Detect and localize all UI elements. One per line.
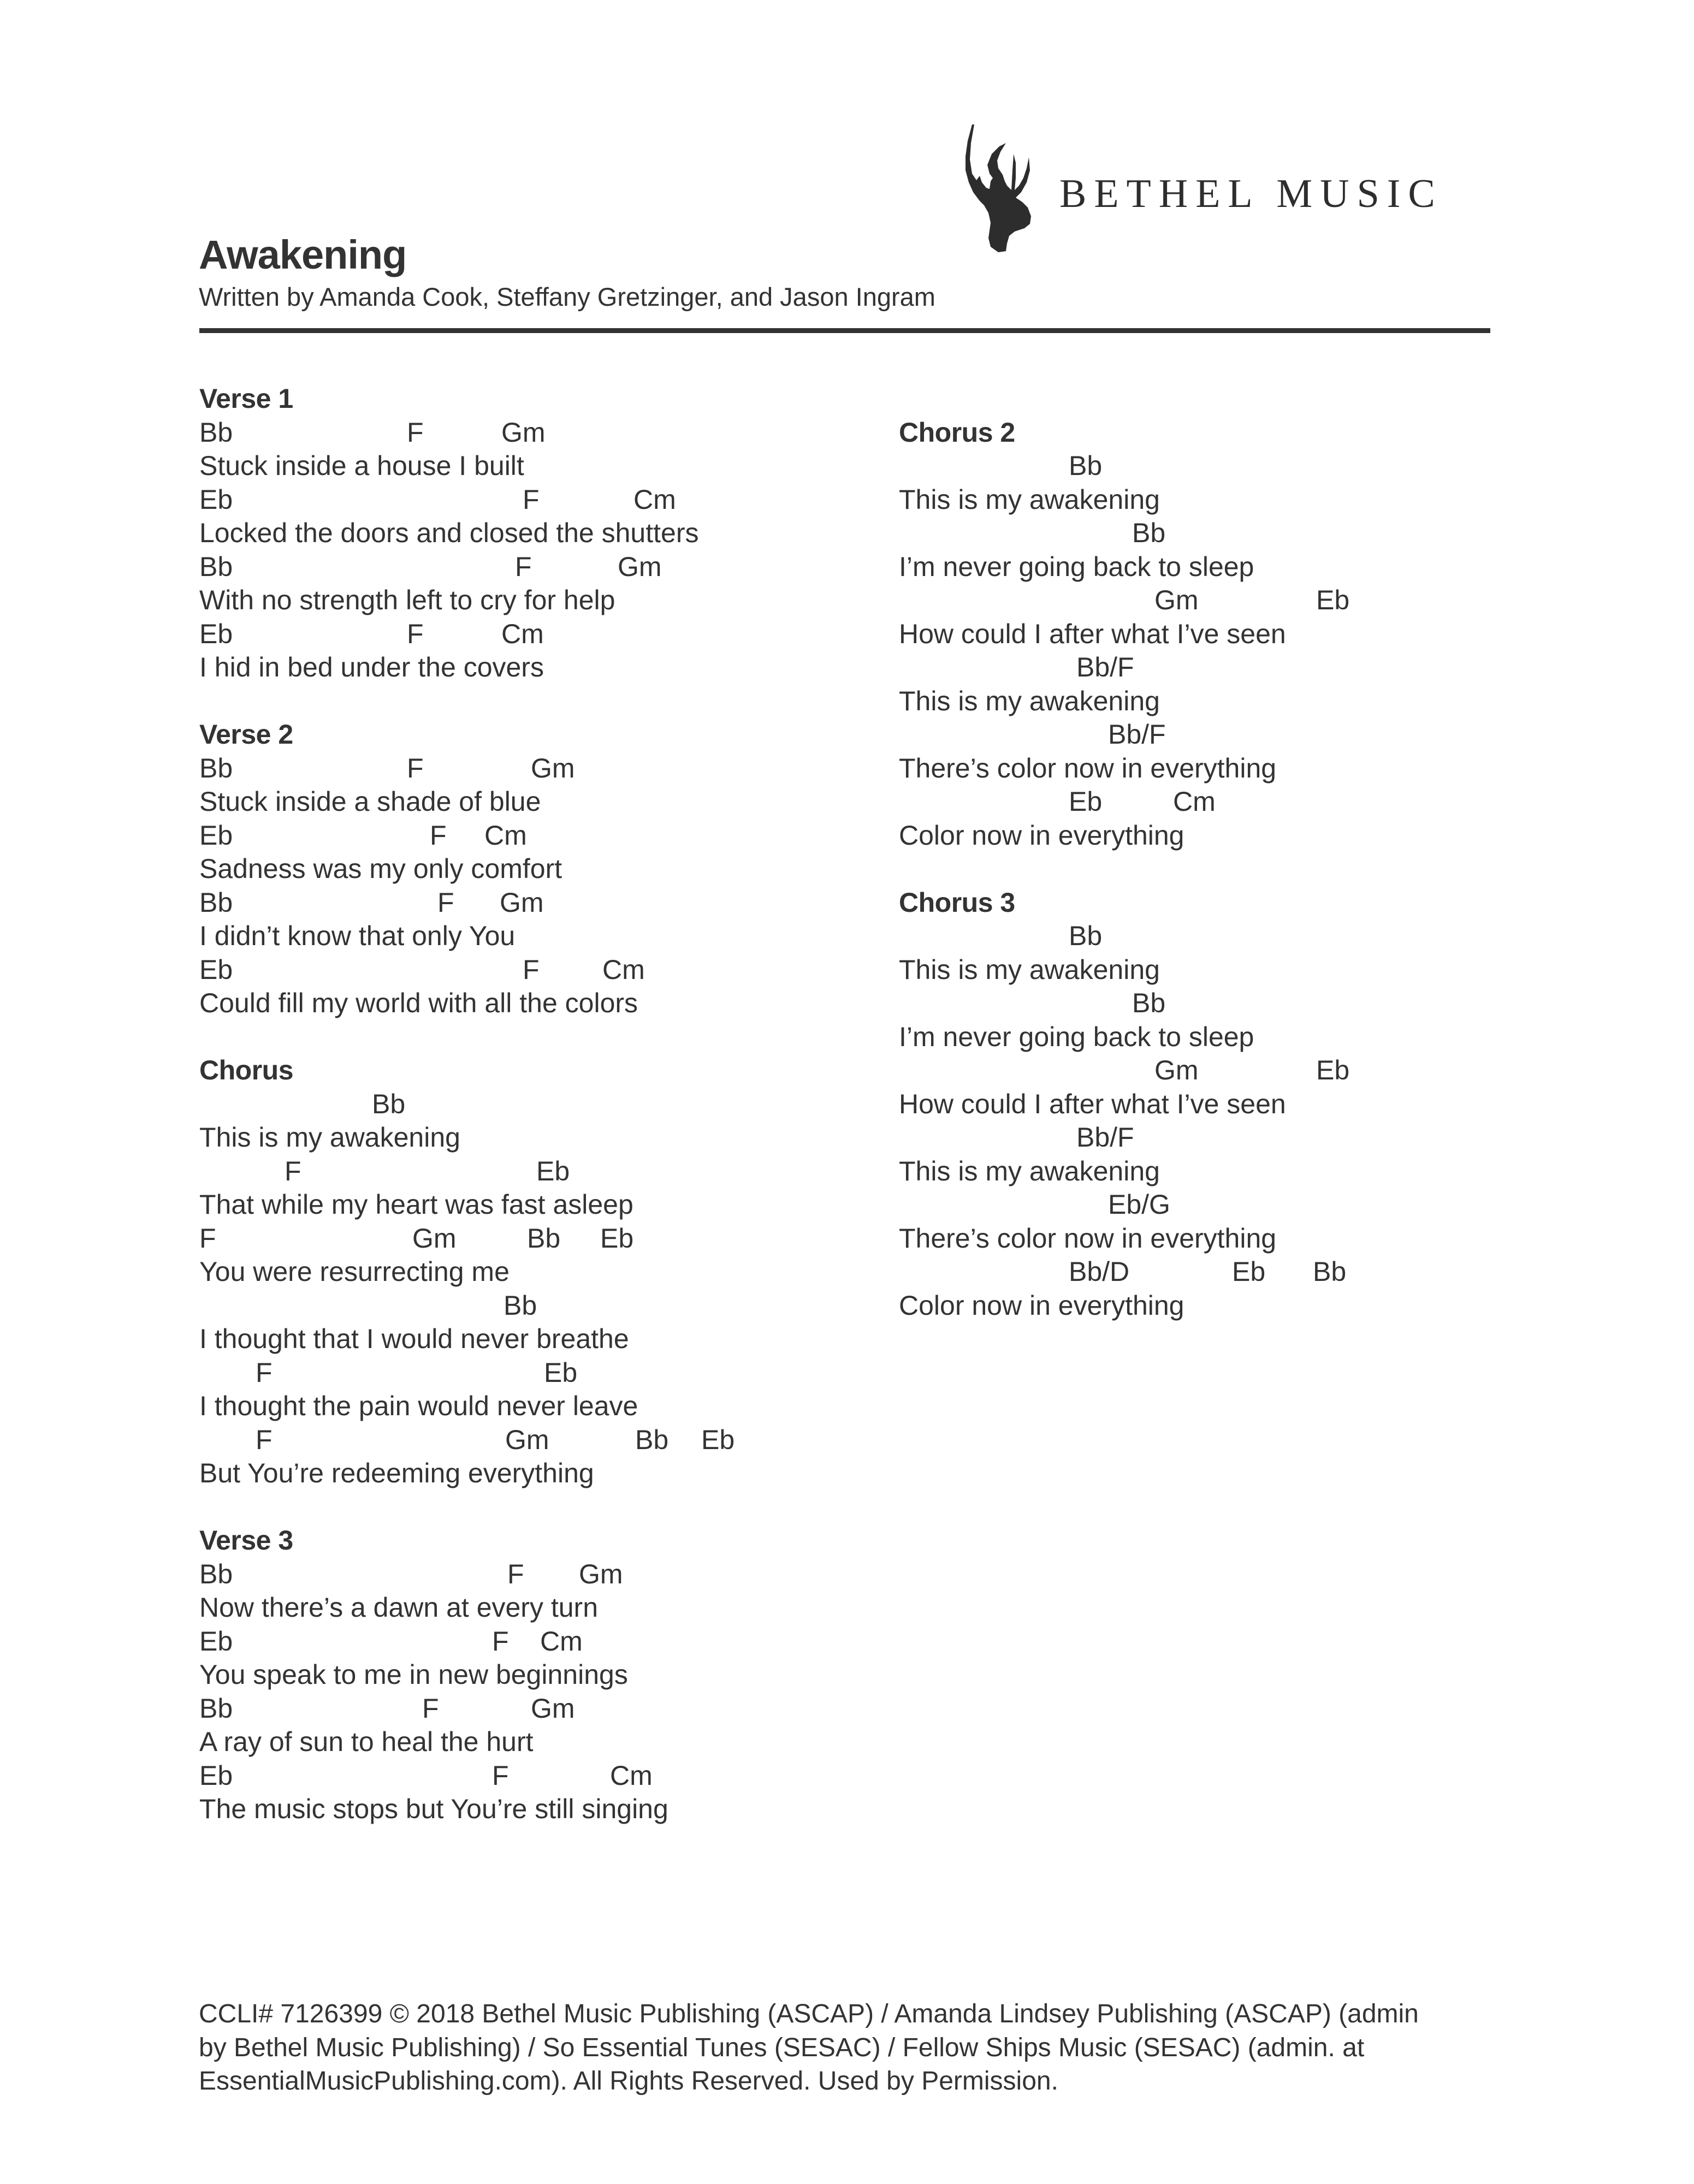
lyric-line: Color now in everything — [899, 820, 1184, 851]
chord-line — [199, 1692, 855, 1726]
lyric-line: You speak to me in new beginnings — [199, 1659, 628, 1690]
chord: Bb — [635, 1424, 669, 1455]
chord-line — [199, 752, 855, 786]
chord: Gm — [531, 1693, 575, 1724]
chord: Eb — [199, 1760, 233, 1791]
right-column — [899, 416, 1554, 1323]
section-verse-1 — [199, 382, 855, 685]
chord: Bb — [199, 1693, 233, 1724]
chord-line — [199, 1423, 855, 1457]
lyric-line: I didn’t know that only You — [199, 921, 516, 951]
chord: Bb — [504, 1290, 537, 1321]
copyright-footer — [199, 1997, 1520, 2098]
chord-line — [199, 1356, 855, 1390]
chord: Bb — [1069, 450, 1103, 481]
chord: Gm — [505, 1424, 549, 1455]
footer-line: CCLI# 7126399 © 2018 Bethel Music Publishing (ASCAP) / Amanda Lindsey Publishing (ASCAP) (admin — [199, 1999, 1419, 2028]
chord: Gm — [501, 417, 546, 448]
footer-line: EssentialMusicPublishing.com). All Rights Reserved. Used by Permission. — [199, 2067, 1058, 2096]
lyric-line: This is my awakening — [899, 954, 1160, 985]
chord: F — [285, 1155, 301, 1186]
chord: F — [523, 484, 540, 515]
chord: Bb/F — [1076, 1122, 1134, 1153]
lyric-line: There’s color now in everything — [899, 1222, 1277, 1254]
lyric-line: You were resurrecting me — [199, 1256, 510, 1287]
chord-line — [199, 1289, 855, 1323]
chord-line — [199, 953, 855, 987]
chord: F — [422, 1693, 439, 1724]
chord-line — [899, 449, 1554, 483]
chord-line — [899, 987, 1554, 1020]
chord: Eb — [199, 484, 233, 515]
section-heading: Verse 2 — [199, 719, 293, 750]
chord: F — [523, 954, 540, 985]
lyric-line: A ray of sun to heal the hurt — [199, 1726, 534, 1757]
section-gap — [899, 852, 1554, 886]
lyric-line: I’m never going back to sleep — [899, 551, 1254, 582]
chord: Bb/D — [1069, 1256, 1130, 1287]
lyric-line: I’m never going back to sleep — [899, 1021, 1254, 1052]
chord: Gm — [531, 752, 575, 784]
section-gap — [199, 1491, 855, 1524]
chord: Bb — [1132, 518, 1166, 548]
lyric-line: This is my awakening — [899, 1155, 1160, 1186]
song-credits: Written by Amanda Cook, Steffany Gretzinger, and Jason Ingram — [199, 282, 935, 311]
section-chorus — [199, 1054, 855, 1491]
chord-line — [899, 1121, 1554, 1155]
chord-line — [899, 718, 1554, 752]
chord: Eb — [701, 1424, 735, 1455]
chord-line — [199, 886, 855, 920]
chord: Eb — [199, 954, 233, 985]
chord: F — [492, 1760, 509, 1791]
chord: Eb — [1316, 585, 1350, 615]
chord: Eb — [1069, 786, 1103, 817]
chord-line — [199, 550, 855, 584]
chord-line — [899, 1188, 1554, 1222]
chord-line — [199, 1625, 855, 1659]
lyric-line: How could I after what I’ve seen — [899, 1088, 1286, 1119]
chord-line — [899, 919, 1554, 953]
chord: Eb/G — [1108, 1189, 1170, 1220]
chord: Gm — [579, 1558, 623, 1589]
lyric-line: Sadness was my only comfort — [199, 853, 562, 884]
chord: Cm — [610, 1760, 653, 1791]
lyric-line: Could fill my world with all the colors — [199, 988, 638, 1018]
chord: Cm — [501, 618, 544, 649]
chord: F — [515, 551, 532, 582]
section-gap — [199, 685, 855, 719]
chord: Eb — [199, 820, 233, 851]
chord: Bb — [199, 417, 233, 448]
chord: Eb — [536, 1155, 570, 1186]
section-heading: Verse 3 — [199, 1525, 293, 1556]
chord-line — [199, 1088, 855, 1121]
chord-line — [899, 1255, 1554, 1289]
chord: Bb — [1069, 921, 1103, 951]
chord: F — [430, 820, 447, 851]
chord: Eb — [1316, 1055, 1350, 1085]
chord: F — [256, 1424, 273, 1455]
lyric-line: That while my heart was fast asleep — [199, 1189, 633, 1220]
chord: Bb/F — [1076, 652, 1134, 682]
chord-line — [199, 1155, 855, 1189]
chord: Cm — [540, 1625, 583, 1657]
brand-logo-text: BETHEL MUSIC — [1059, 171, 1443, 216]
chord: Gm — [1154, 585, 1199, 615]
lyric-line: Stuck inside a shade of blue — [199, 786, 541, 817]
section-heading: Chorus 3 — [899, 887, 1015, 918]
chord-line — [199, 1222, 855, 1256]
header-divider — [199, 328, 1490, 333]
chord-line — [899, 584, 1554, 618]
section-gap — [199, 1020, 855, 1054]
chord: Cm — [602, 954, 645, 985]
chord: Bb — [527, 1222, 561, 1254]
chord: Cm — [1173, 786, 1216, 817]
chord: Gm — [412, 1222, 457, 1254]
lyric-line: But You’re redeeming everything — [199, 1458, 594, 1488]
chord: Eb — [199, 1625, 233, 1657]
lyric-line: How could I after what I’ve seen — [899, 618, 1286, 649]
chord-line — [199, 1759, 855, 1793]
chord: Bb — [199, 887, 233, 918]
chord: Cm — [484, 820, 527, 851]
chord: Eb — [600, 1222, 634, 1254]
lyric-line: The music stops but You’re still singing — [199, 1794, 668, 1824]
chord: Bb — [199, 1558, 233, 1589]
chord: F — [492, 1625, 509, 1657]
section-chorus-3 — [899, 886, 1554, 1323]
chord-line — [899, 517, 1554, 550]
section-heading: Chorus — [199, 1055, 293, 1085]
chord: Bb — [199, 551, 233, 582]
chord: F — [407, 417, 424, 448]
chord-line — [199, 416, 855, 450]
chord: F — [507, 1558, 524, 1589]
lyric-line: Stuck inside a house I built — [199, 450, 524, 481]
lyric-line: Locked the doors and closed the shutters — [199, 518, 699, 548]
lyric-line: This is my awakening — [199, 1122, 460, 1153]
chord-line — [199, 819, 855, 853]
section-heading: Verse 1 — [199, 383, 293, 414]
lyric-line: Now there’s a dawn at every turn — [199, 1592, 599, 1623]
lyric-line: There’s color now in everything — [899, 752, 1277, 784]
lyric-line: I thought that I would never breathe — [199, 1324, 629, 1354]
left-column — [199, 382, 855, 1826]
chord: Gm — [1154, 1055, 1199, 1085]
section-heading: Chorus 2 — [899, 417, 1015, 448]
chord: Bb — [372, 1088, 406, 1119]
chord-line — [199, 1558, 855, 1592]
chord: Bb — [199, 752, 233, 784]
chord: F — [199, 1222, 216, 1254]
song-title: Awakening — [199, 232, 407, 277]
chord-line — [899, 651, 1554, 685]
chord: Cm — [633, 484, 676, 515]
chord: Eb — [199, 618, 233, 649]
chord: F — [256, 1357, 273, 1388]
chord-line — [899, 1054, 1554, 1088]
section-verse-2 — [199, 718, 855, 1020]
chord-line — [899, 785, 1554, 819]
section-chorus-2 — [899, 416, 1554, 853]
lyric-line: I thought the pain would never leave — [199, 1391, 638, 1421]
chord: Bb — [1313, 1256, 1347, 1287]
chord-line — [199, 483, 855, 517]
section-verse-3 — [199, 1524, 855, 1826]
chord: Gm — [618, 551, 662, 582]
footer-line: by Bethel Music Publishing) / So Essential Tunes (SESAC) / Fellow Ships Music (SESAC) (admin. at — [199, 2033, 1365, 2062]
chord: Eb — [544, 1357, 578, 1388]
chord: Bb — [1132, 988, 1166, 1018]
chord: F — [437, 887, 454, 918]
lyric-line: This is my awakening — [899, 484, 1160, 515]
lyric-line: With no strength left to cry for help — [199, 585, 615, 615]
lyric-line: I hid in bed under the covers — [199, 652, 544, 682]
chord: Gm — [500, 887, 544, 918]
chord: F — [407, 618, 424, 649]
lyric-line: Color now in everything — [899, 1290, 1184, 1321]
lyric-line: This is my awakening — [899, 685, 1160, 716]
chord-line — [199, 618, 855, 651]
chord: F — [407, 752, 424, 784]
chord: Eb — [1232, 1256, 1266, 1287]
chord: Bb/F — [1108, 719, 1166, 750]
